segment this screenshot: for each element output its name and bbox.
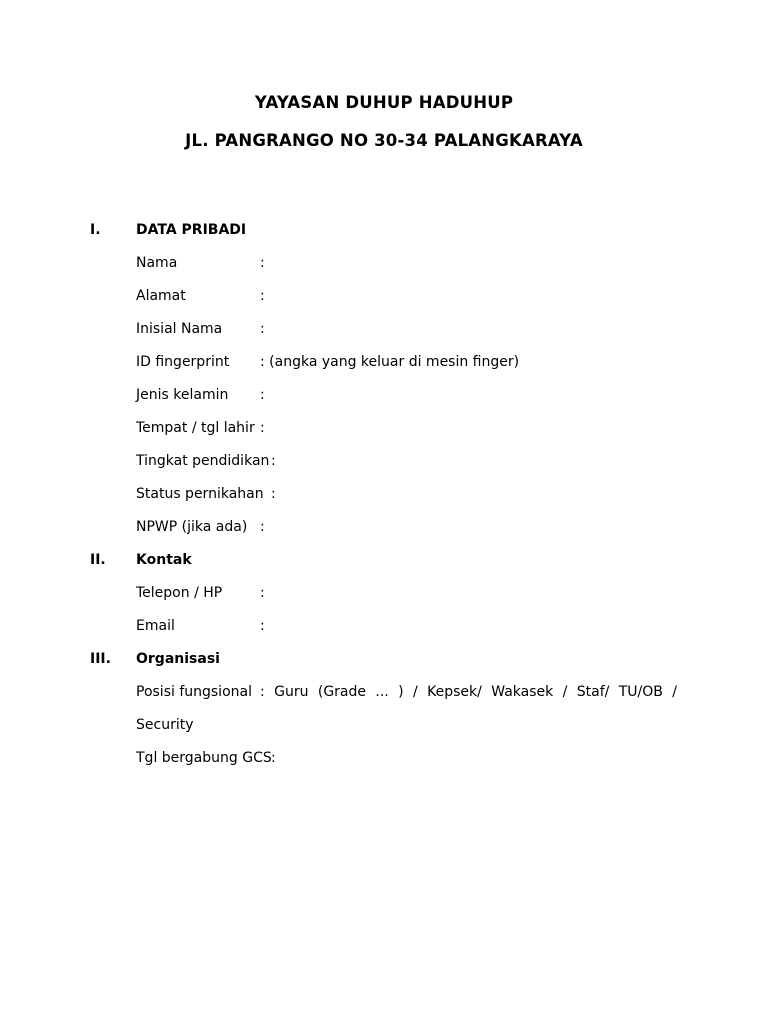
field-row-npwp xyxy=(0,516,768,538)
field-value: : xyxy=(260,618,265,634)
field-value: : Guru (Grade ... ) / Kepsek/ Wakasek / Staf/ TU/OB / xyxy=(260,684,677,700)
section-heading-data-pribadi xyxy=(0,219,768,241)
field-value: : xyxy=(260,321,265,337)
field-row-tempat-tgl-lahir xyxy=(0,417,768,439)
section-title: Organisasi xyxy=(136,651,220,667)
field-value: : xyxy=(260,255,265,271)
field-value: : xyxy=(271,750,276,766)
field-row-posisi-fungsional xyxy=(0,681,768,703)
field-label: Alamat xyxy=(136,288,186,304)
field-label: Tgl bergabung GCS xyxy=(136,750,272,766)
field-row-alamat xyxy=(0,285,768,307)
field-row-tgl-bergabung xyxy=(0,747,768,769)
field-value: : xyxy=(260,288,265,304)
field-label: Tempat / tgl lahir xyxy=(136,420,255,436)
field-row-telepon xyxy=(0,582,768,604)
organization-title: YAYASAN DUHUP HADUHUP xyxy=(254,93,514,112)
field-label: Inisial Nama xyxy=(136,321,223,337)
field-value: : xyxy=(260,585,265,601)
field-value: : xyxy=(271,486,276,502)
field-row-id-fingerprint xyxy=(0,351,768,373)
field-row-nama xyxy=(0,252,768,274)
field-label: ID fingerprint xyxy=(136,354,230,370)
field-row-status-pernikahan xyxy=(0,483,768,505)
section-number: II. xyxy=(90,552,106,568)
field-row-email xyxy=(0,615,768,637)
section-title: DATA PRIBADI xyxy=(136,222,247,238)
organization-address: JL. PANGRANGO NO 30-34 PALANGKARAYA xyxy=(185,131,583,150)
field-row-jenis-kelamin xyxy=(0,384,768,406)
field-value: : xyxy=(260,387,265,403)
field-value: : xyxy=(260,519,265,535)
field-value: : (angka yang keluar di mesin finger) xyxy=(260,354,520,370)
field-label: Tingkat pendidikan xyxy=(136,453,270,469)
section-number: I. xyxy=(90,222,101,238)
field-label: Email xyxy=(136,618,175,634)
field-value: : xyxy=(271,453,276,469)
field-label: NPWP (jika ada) xyxy=(136,519,248,535)
field-label: Jenis kelamin xyxy=(136,387,229,403)
field-row-tingkat-pendidikan xyxy=(0,450,768,472)
section-number: III. xyxy=(90,651,111,667)
field-label: Posisi fungsional xyxy=(136,684,252,700)
field-label: Telepon / HP xyxy=(136,585,223,601)
field-label: Status pernikahan xyxy=(136,486,264,502)
field-value-continuation: Security xyxy=(136,717,194,733)
section-heading-organisasi xyxy=(0,648,768,670)
field-label: Nama xyxy=(136,255,178,271)
field-value: : xyxy=(260,420,265,436)
section-heading-kontak xyxy=(0,549,768,571)
field-row-inisial-nama xyxy=(0,318,768,340)
field-row-posisi-continuation xyxy=(0,714,768,736)
section-title: Kontak xyxy=(136,552,192,568)
